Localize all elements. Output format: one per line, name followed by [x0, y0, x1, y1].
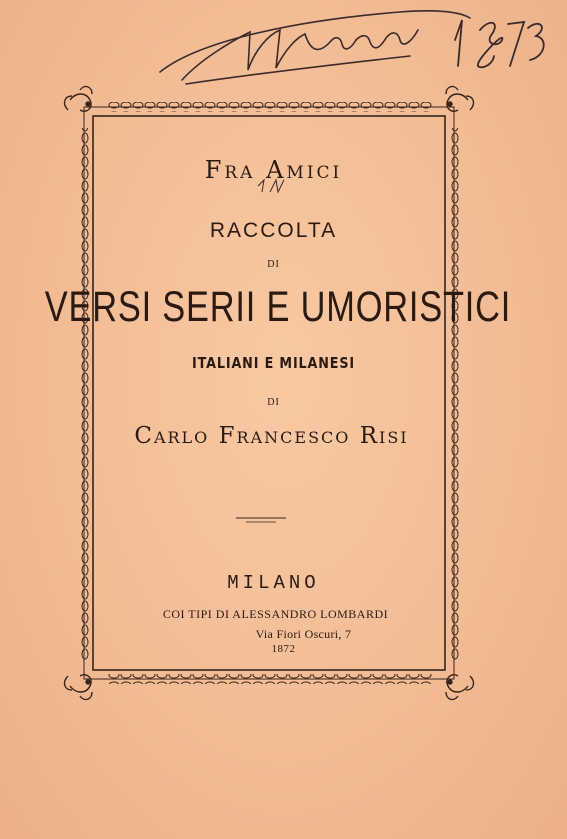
imprint-address: Via Fiori Oscuri, 7	[255, 627, 352, 641]
connector-di-2: DI	[267, 397, 280, 408]
chain-border	[79, 102, 459, 684]
corner-top-right	[446, 87, 473, 112]
author-name: Carlo Francesco Risi	[134, 423, 409, 449]
connector-di-1: DI	[267, 259, 280, 270]
subtitle: ITALIANI E MILANESI	[192, 354, 355, 372]
corner-top-left	[65, 87, 92, 112]
title-line-raccolta: RACCOLTA	[209, 219, 338, 242]
series-title: Fra Amici	[204, 156, 343, 184]
section-divider	[236, 518, 286, 522]
main-title: VERSI SERII E UMORISTICI	[44, 283, 512, 331]
imprint-city: MILANO	[227, 572, 320, 594]
corner-bottom-right	[446, 675, 473, 700]
imprint-publisher: COI TIPI DI ALESSANDRO LOMBARDI	[162, 607, 389, 621]
imprint-year: 1872	[271, 643, 296, 655]
corner-bottom-left	[65, 675, 92, 700]
